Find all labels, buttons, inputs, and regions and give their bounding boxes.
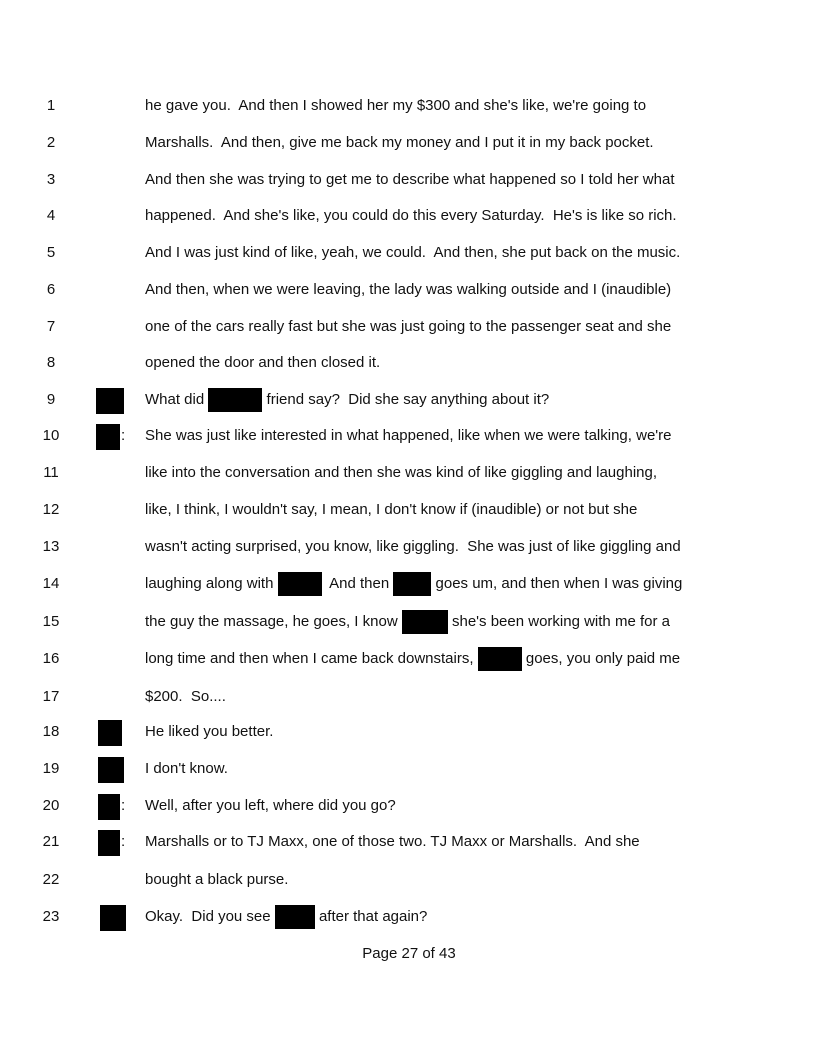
line-text: [145, 685, 226, 709]
line-number: 22: [42, 871, 60, 888]
text-segment: Marshalls or to TJ Maxx, one of those two. TJ Maxx or Marshalls. And she: [145, 833, 640, 850]
redaction-block: [478, 647, 522, 671]
text-segment: one of the cars really fast but she was just going to the passenger seat and she: [145, 318, 672, 335]
line-text: [145, 94, 646, 118]
line-number: 14: [42, 575, 60, 592]
text-segment: And then she was trying to get me to describe what happened so I told her what: [145, 171, 675, 188]
redacted-speaker-name: [96, 388, 124, 414]
line-text: [145, 204, 677, 228]
line-text: [145, 794, 396, 818]
line-number: 3: [46, 171, 56, 188]
speaker-label: [96, 720, 126, 744]
redacted-speaker-name: [98, 720, 122, 746]
transcript-line: [0, 720, 818, 744]
line-number: 19: [42, 760, 60, 777]
text-segment: the guy the massage, he goes, I know: [145, 613, 402, 630]
text-segment: like, I think, I wouldn't say, I mean, I don't know if (inaudible) or not but she: [145, 501, 638, 518]
line-text: [145, 498, 637, 522]
line-text: [145, 905, 427, 929]
transcript-line: [0, 830, 818, 854]
line-number: 7: [46, 318, 56, 335]
line-number: 21: [42, 833, 60, 850]
line-number: 4: [46, 207, 56, 224]
transcript-line: [0, 535, 818, 559]
text-segment: after that again?: [314, 908, 428, 925]
redacted-speaker-name: [96, 424, 120, 450]
text-segment: And then: [321, 575, 394, 592]
line-number: 5: [46, 244, 56, 261]
line-number: 11: [43, 464, 59, 481]
transcript-line: [0, 461, 818, 485]
text-segment: And I was just kind of like, yeah, we could. And then, she put back on the music.: [145, 244, 681, 261]
redacted-speaker-name: [98, 830, 120, 856]
text-segment: Marshalls. And then, give me back my money and I put it in my back pocket.: [145, 134, 654, 151]
text-segment: goes um, and then when I was giving: [431, 575, 683, 592]
line-text: [145, 535, 681, 559]
line-text: [145, 647, 680, 671]
speaker-label: [96, 424, 126, 448]
transcript-line: [0, 241, 818, 265]
text-segment: he gave you. And then I showed her my $300 and she's like, we're going to: [145, 97, 647, 114]
transcript-line: [0, 794, 818, 818]
text-segment: friend say? Did she say anything about it?: [262, 391, 550, 408]
line-text: [145, 241, 680, 265]
line-text: [145, 868, 288, 892]
text-segment: Okay. Did you see: [145, 908, 275, 925]
speaker-colon: :: [121, 833, 126, 850]
speaker-colon: :: [121, 797, 126, 814]
line-text: [145, 720, 273, 744]
line-number: 2: [46, 134, 56, 151]
line-number: 1: [46, 97, 56, 114]
line-number: 20: [42, 797, 60, 814]
line-text: [145, 461, 657, 485]
line-text: [145, 424, 672, 448]
transcript-line: [0, 685, 818, 709]
speaker-label: [96, 830, 126, 854]
line-number: 6: [46, 281, 56, 298]
text-segment: Well, after you left, where did you go?: [145, 797, 396, 814]
line-number: 16: [42, 650, 60, 667]
transcript-line: [0, 757, 818, 781]
transcript-line: [0, 388, 818, 412]
line-text: [145, 572, 682, 596]
transcript-line: [0, 610, 818, 634]
line-text: [145, 388, 549, 412]
line-number: 10: [42, 427, 60, 444]
line-text: [145, 315, 671, 339]
text-segment: I don't know.: [145, 760, 228, 777]
redaction-block: [278, 572, 322, 596]
text-segment: happened. And she's like, you could do this every Saturday. He's is like so rich.: [145, 207, 677, 224]
transcript-line: [0, 168, 818, 192]
line-number: 12: [42, 501, 60, 518]
text-segment: opened the door and then closed it.: [145, 354, 381, 371]
line-number: 23: [42, 908, 60, 925]
line-text: [145, 131, 654, 155]
line-text: [145, 168, 675, 192]
line-number: 9: [46, 391, 56, 408]
redacted-speaker-name: [98, 757, 124, 783]
text-segment: $200. So....: [145, 688, 226, 705]
line-text: [145, 757, 228, 781]
text-segment: bought a black purse.: [145, 871, 289, 888]
text-segment: She was just like interested in what happened, like when we were talking, we're: [145, 427, 672, 444]
text-segment: He liked you better.: [145, 723, 274, 740]
page-footer: Page 27 of 43: [362, 945, 456, 962]
transcript-line: [0, 905, 818, 929]
transcript-line: [0, 572, 818, 596]
line-number: 13: [42, 538, 60, 555]
line-text: [145, 351, 380, 375]
speaker-label: [96, 794, 126, 818]
transcript-line: [0, 94, 818, 118]
text-segment: like into the conversation and then she was kind of like giggling and laughing,: [145, 464, 658, 481]
transcript-line: [0, 868, 818, 892]
line-number: 18: [42, 723, 60, 740]
transcript-line: [0, 278, 818, 302]
redaction-block: [208, 388, 262, 412]
line-text: [145, 830, 640, 854]
transcript-line: [0, 131, 818, 155]
transcript-line: [0, 498, 818, 522]
text-segment: she's been working with me for a: [447, 613, 670, 630]
transcript-line: [0, 204, 818, 228]
speaker-label: [96, 757, 126, 781]
speaker-label: [96, 905, 126, 929]
text-segment: wasn't acting surprised, you know, like giggling. She was just of like giggling and: [145, 538, 681, 555]
speaker-colon: :: [121, 427, 126, 444]
transcript-line: [0, 647, 818, 671]
speaker-label: [96, 388, 126, 412]
text-segment: long time and then when I came back downstairs,: [145, 650, 478, 667]
redaction-block: [402, 610, 448, 634]
line-number: 15: [42, 613, 60, 630]
redacted-speaker-name: [98, 794, 120, 820]
transcript-line: [0, 424, 818, 448]
line-text: [145, 278, 671, 302]
line-number: 17: [42, 688, 60, 705]
line-text: [145, 610, 670, 634]
transcript-line: [0, 315, 818, 339]
redaction-block: [393, 572, 431, 596]
redacted-speaker-name: [100, 905, 126, 931]
transcript-line: [0, 351, 818, 375]
text-segment: And then, when we were leaving, the lady was walking outside and I (inaudible): [145, 281, 672, 298]
redaction-block: [275, 905, 315, 929]
text-segment: What did: [145, 391, 209, 408]
text-segment: laughing along with: [145, 575, 278, 592]
text-segment: goes, you only paid me: [521, 650, 681, 667]
line-number: 8: [46, 354, 56, 371]
